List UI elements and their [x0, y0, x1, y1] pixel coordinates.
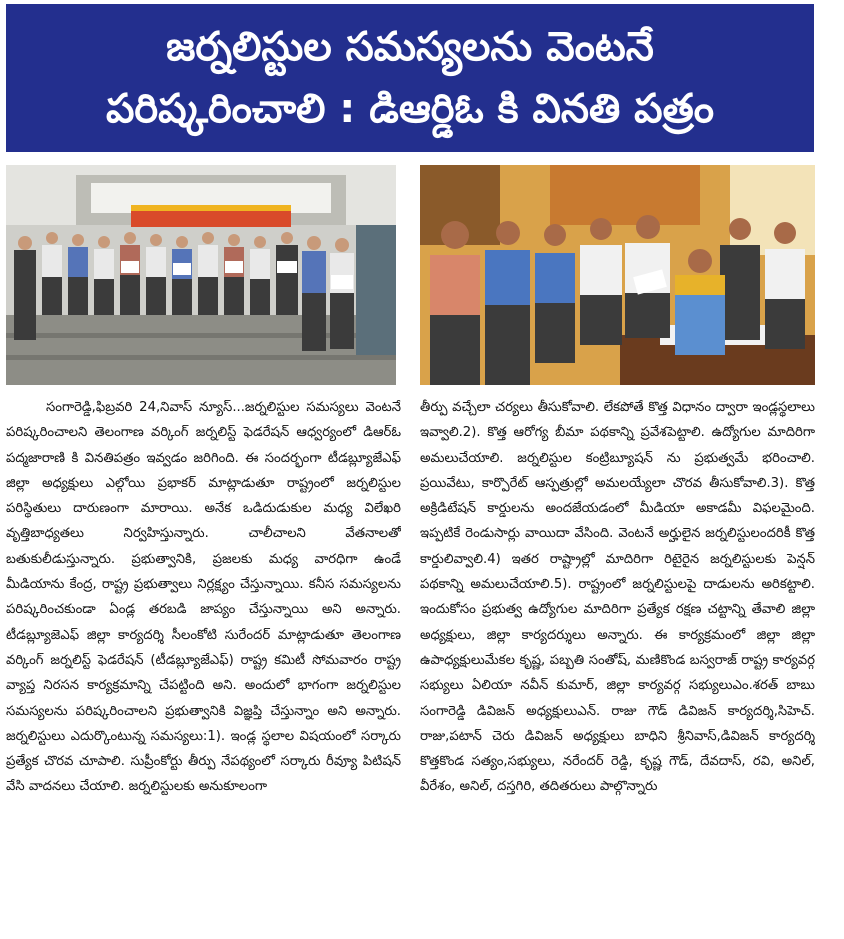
- petition-photo-illustration: [420, 165, 815, 385]
- group-photo: [6, 165, 396, 385]
- headline-line-1: జర్నలిస్టుల సమస్యలను వెంటనే: [166, 24, 654, 70]
- group-photo-illustration: [6, 165, 396, 385]
- headline-line-2: పరిష్కరించాలి : డిఆర్డిఓ కి వినతి పత్రం: [105, 86, 715, 132]
- article-column-2: తీర్పు వచ్చేలా చర్యలు తీసుకోవాలి. లేకపోతే కొత్త విధానం ద్వారా ఇండ్లస్థలాలు ఇవ్వాలి.2). కొత్త ఆరోగ్య బీమా పథకాన్ని ప్రవేశపెట్టాలి. ఉద్యోగుల మాదిరిగా అమలుచేయాలి. జర్నలిస్టుల కంట్రిబ్యూషన్ ను ప్రభుత్వమే భరించాలి. ప్రయివేటు, కార్పొరేట్ ఆస్పత్రుల్లో అమలయ్యేలా చొరవ తీసుకోవాలి.3). కొత్త అక్రిడిటేషన్ కార్డులను అందజేయడంలో మీడియా అకాడమీ విఫలమైంది. ఇప్పటికే రెండుసార్లు వాయిదా వేసింది. వెంటనే అర్హులైన జర్నలిస్టులందరికీ కొత్త కార్డులివ్వాలి.4) ఇతర రాష్ట్రాల్లో మాదిరిగా రిటైరైన జర్నలిస్టులకు పెన్షన్ పథకాన్ని అమలుచేయాలి.5). రాష్ట్రంలో జర్నలిస్టులపై దాడులను అరికట్టాలి. ఇందుకోసం ప్రభుత్వ ఉద్యోగుల మాదిరిగా ప్రత్యేక రక్షణ చట్టాన్ని తేవాలి జిల్లా అధ్యక్షులు, జిల్లా కార్యదర్శులు అన్నారు. ఈ కార్యక్రమంలో జిల్లా జిల్లా ఉపాధ్యక్షులుమేకల కృష్ణ, పబ్బతి సంతోష్, మణికొండ బస్వరాజ్ రాష్ట్ర కార్యవర్గ సభ్యులు ఏలియా నవీన్ కుమార్, జిల్లా కార్యవర్గ సభ్యులుఎం.శరత్ బాబు సంగారెడ్డి డివిజన్ అధ్యక్షులుఎన్. రాజు గౌడ్ డివిజన్ కార్యదర్శి,సిహెచ్. రాజు,పటాన్ చెరు డివిజన్ అధ్యక్షులు బాధిని శ్రీనివాస్,డివిజన్ కార్యదర్శి కొత్తకొండ సత్యం,సభ్యులు, నరేందర్ రెడ్డి, కృష్ణ గౌడ్, దేవదాస్, రవి, అనిల్, వీరేశం, అనిల్, దస్తగిరి, తదితరులు పాల్గొన్నారు: [420, 400, 815, 795]
- article-column-1: సంగారెడ్డి,ఫిబ్రవరి 24,నివాస్ న్యూస్...జర్నలిస్టుల సమస్యలు వెంటనే పరిష్కరించాలని తెలంగాణ వర్కింగ్ జర్నలిస్ట్ ఫెడరేషన్ ఆధ్వర్యంలో డిఆర్ఓ పద్మజారాణి కి వినతిపత్రం ఇవ్వడం జరిగింది. ఈ సందర్భంగా టీడబ్ల్యూజేఎఫ్ జిల్లా అధ్యక్షులు ఎల్గోయి ప్రభాకర్ మాట్లాడుతూ రాష్ట్రంలో జర్నలిస్టుల పరిస్థితులు దారుణంగా మారాయి. అనేక ఒడిదుడుకుల మధ్య విలేఖరి వృత్తిబాధ్యతలు నిర్వహిస్తున్నారు. చాలీచాలని వేతనాలతో బతుకులీడుస్తున్నారు. ప్రభుత్వానికి, ప్రజలకు మధ్య వారధిగా ఉండే మీడియాను కేంద్ర, రాష్ట్ర ప్రభుత్వాలు నిర్లక్ష్యం చేస్తున్నాయి. కనీస సమస్యలను పరిష్కరించకుండా ఏండ్ల తరబడి జాప్యం చేస్తున్నాయి అని అన్నారు. టీడబ్ల్యూజెఎఫ్ జిల్లా కార్యదర్శి సీలంకోటి సురేందర్ మాట్లాడుతూ తెలంగాణ వర్కింగ్ జర్నలిస్ట్ ఫెడరేషన్ (టీడబ్ల్యూజేఎఫ్) రాష్ట్ర కమిటీ సోమవారం రాష్ట్ర వ్యాప్త నిరసన కార్యక్రమాన్ని చేపట్టింది అని. అందులో భాగంగా జర్నలిస్టుల సమస్యలను పరిష్కరించాలని ప్రభుత్వానికి విజ్ఞప్తి చేస్తున్నాం అని అన్నారు. జర్నలిస్టులు ఎదుర్కొంటున్న సమస్యలు:1). ఇండ్ల స్థలాల విషయంలో సర్కారు ప్రత్యేక చొరవ చూపాలి. సుప్రీంకోర్టు తీర్పు నేపథ్యంలో సర్కారు రీవ్యూ పిటిషన్ వేసి వాదనలు చేయాలి. జర్నలిస్టులకు అనుకూలంగా: [6, 400, 401, 795]
- headline-banner: [6, 4, 814, 152]
- petition-photo: [420, 165, 815, 385]
